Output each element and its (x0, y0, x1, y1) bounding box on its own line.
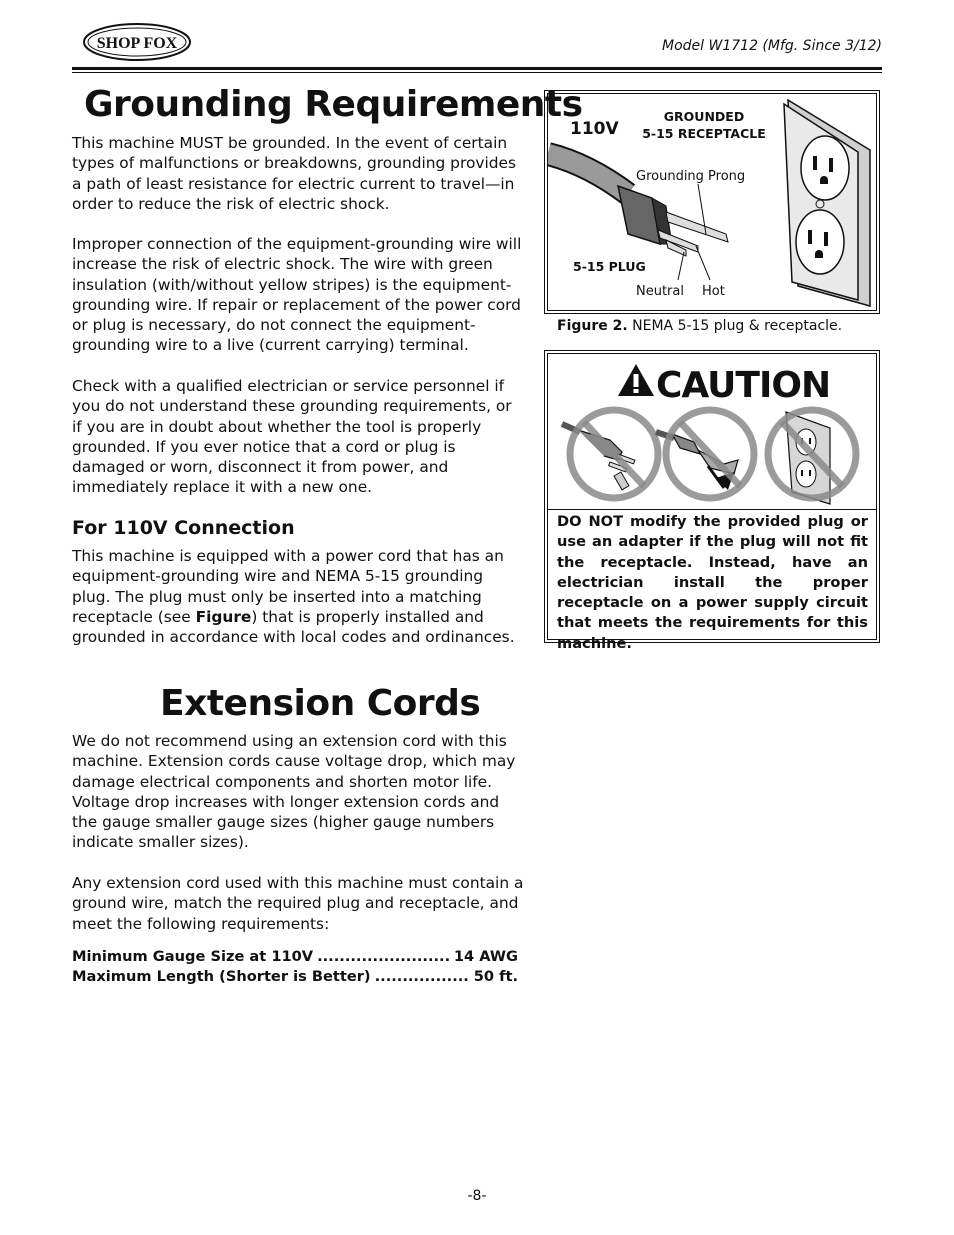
connection-text-a: This machine is equipped with a power cord that has an equipment-grounding wire and NEMA 5-15 grounding plug. The plug must only be inserted into a matching receptacle (see (72, 547, 504, 626)
spec-row-gauge (72, 948, 518, 965)
no-receptacle-icon (768, 410, 856, 504)
page-number: -8- (467, 1188, 487, 1204)
grounding-prong-label: Grounding Prong (636, 169, 746, 184)
voltage-label: 110V (570, 119, 619, 139)
figure-caption-label: Figure 2. (557, 318, 628, 334)
header-rule-thin (72, 72, 882, 73)
grounding-paragraph-1: This machine MUST be grounded. In the event of certain types of malfunctions or breakdowns, grounding provides a path of least resistance for electric current to travel—in order to reduce the risk of electric shock. (72, 134, 516, 213)
neutral-label: Neutral (636, 284, 684, 299)
shop-fox-logo (82, 22, 192, 62)
header-rule (72, 67, 882, 70)
figure-caption-text: NEMA 5-15 plug & receptacle. (627, 318, 843, 334)
plug-receptacle-figure (548, 94, 876, 310)
figure-caption (557, 318, 842, 334)
receptacle-icon (784, 100, 870, 306)
spec-label: Minimum Gauge Size at 110V (72, 948, 314, 965)
extension-paragraph-2: Any extension cord used with this machine must contain a ground wire, match the required plug and receptacle, and meet the following requirements: (72, 874, 524, 933)
receptacle-label-line2: 5-15 RECEPTACLE (642, 126, 766, 141)
spec-label: Maximum Length (Shorter is Better) (72, 968, 371, 985)
warning-triangle-icon (618, 364, 654, 396)
extension-paragraph-1: We do not recommend using an extension cord with this machine. Extension cords cause voltage drop, which may damage electrical components and shorten motor life. Voltage drop increases with longer extension cords and the gauge smaller gauge sizes (higher gauge numbers indicate smaller sizes). (72, 732, 516, 852)
leader-dots (317, 948, 450, 965)
spec-value: 14 AWG (453, 948, 518, 965)
spec-value: 50 ft. (473, 968, 518, 985)
logo-text: SHOP FOX (96, 35, 178, 52)
extension-title: Extension Cords (160, 683, 481, 724)
connection-paragraph (72, 546, 524, 647)
connection-title: For 110V Connection (72, 517, 295, 539)
figure-reference-link[interactable]: Figure (195, 607, 252, 626)
hot-label: Hot (702, 284, 725, 299)
caution-title: CAUTION (656, 365, 831, 406)
grounding-paragraph-2: Improper connection of the equipment-grounding wire will increase the risk of electric shock. The wire with green insulation (with/without yellow stripes) is the equipment-grounding wire. If repair or replacement of the power cord or plug is necessary, do not connect the equipment-grounding wire to a live (current carrying) terminal. (72, 235, 522, 355)
receptacle-label-line1: GROUNDED (663, 109, 745, 124)
spec-row-length (72, 968, 518, 985)
leader-dots (375, 968, 470, 985)
no-modify-plug-icon (562, 410, 658, 498)
grounding-paragraph-3: Check with a qualified electrician or service personnel if you do not understand these grounding requirements, or if you are in doubt about whether the tool is properly grounded. If you ever notice that a cord or plug is damaged or worn, disconnect it from power, and immediately replace it with a new one. (72, 377, 512, 497)
connection-text-b: ) that is properly installed and grounded in accordance with local codes and ordinances. (72, 607, 515, 647)
caution-graphic (548, 356, 876, 508)
plug-label: 5-15 PLUG (573, 259, 646, 274)
grounding-title: Grounding Requirements (84, 84, 583, 125)
caution-divider (547, 509, 877, 510)
model-label: Model W1712 (Mfg. Since 3/12) (662, 38, 882, 54)
caution-text: DO NOT modify the provided plug or use an adapter if the plug will not fit the receptacle. Instead, have an electrician install the proper receptacle on a power supply circuit that meets the requirements for this machine. (557, 513, 868, 652)
no-adapter-icon (656, 410, 754, 498)
